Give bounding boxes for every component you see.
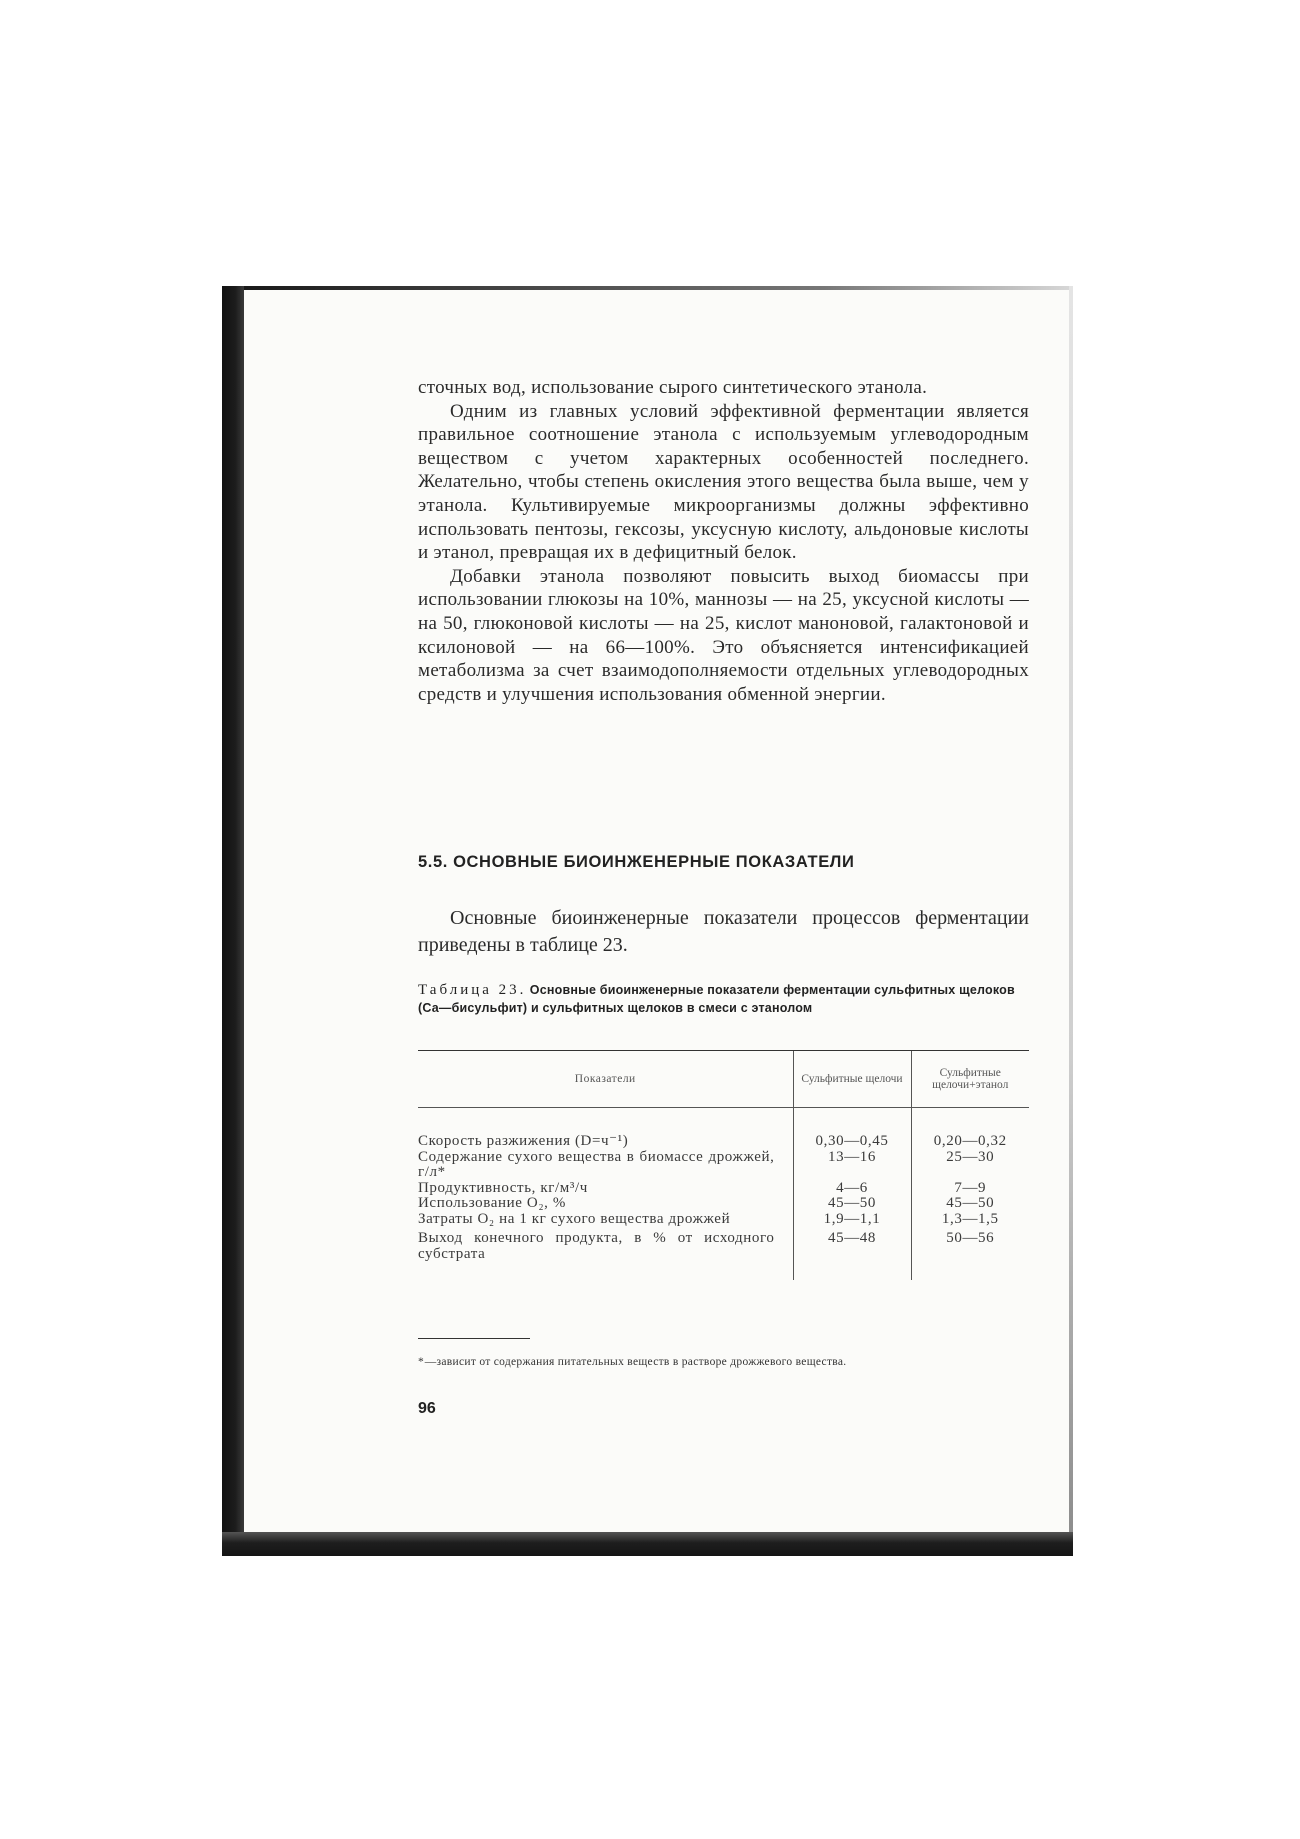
table-cell-value: 45—50: [793, 1196, 911, 1212]
table-header-row: [418, 1051, 1029, 1108]
table-cell-value: 50—56: [911, 1227, 1029, 1262]
table-cell-indicator: Использование O₂, %: [418, 1195, 566, 1211]
table-cell-value: 1,3—1,5: [911, 1212, 1029, 1228]
table-row: [418, 1212, 1029, 1228]
footnote-text: —зависит от содержания питательных веществ в растворе дрожжевого вещества.: [424, 1356, 847, 1368]
indicators-table: [418, 1050, 1029, 1280]
scan-edge-right: [1069, 286, 1073, 1556]
table-cell-indicator: Продуктивность, кг/м³/ч: [418, 1179, 588, 1196]
table-cell-value: 0,20—0,32: [911, 1134, 1029, 1150]
table-cell-value: 1,9—1,1: [793, 1212, 911, 1228]
paragraph-continuation: сточных вод, использование сырого синтетического этанола.: [418, 377, 928, 398]
table-cell-indicator: Затраты O₂ на 1 кг сухого вещества дрожжей: [418, 1210, 731, 1227]
column-header-sulfite-liquors-ethanol: Сульфитные щелочи+этанол: [911, 1051, 1029, 1108]
table-cell-value: 4—6: [793, 1181, 911, 1197]
table-cell-value: 13—16: [793, 1150, 911, 1181]
table-cell-value: 45—48: [793, 1227, 911, 1262]
column-header-indicators: Показатели: [418, 1051, 793, 1108]
intro-paragraph: [418, 905, 1029, 959]
table-cell-value: 25—30: [911, 1150, 1029, 1181]
scan-edge-left: [222, 286, 244, 1556]
section-heading: 5.5. ОСНОВНЫЕ БИОИНЖЕНЕРНЫЕ ПОКАЗАТЕЛИ: [418, 853, 855, 871]
paragraph-ethanol-additives: Добавки этанола позволяют повысить выход биомассы при использовании глюкозы на 10%, маннозы — на 25, уксусной кислоты — на 50, глюконовой кислоты — на 25, кислот маноновой, галактоновой и ксилоновой — на 66—100%. Это объясняется интенсификацией метаболизма за счет взаимодополняемости отдельных углеводородных средств и улучшения использования обменной энергии.: [418, 565, 1029, 705]
table-row: [418, 1227, 1029, 1262]
column-header-sulfite-liquors: Сульфитные щелочи: [793, 1051, 911, 1108]
scan-edge-top: [244, 286, 1073, 290]
page-number: 96: [418, 1400, 436, 1417]
table-caption: [418, 981, 1029, 1017]
table-row: [418, 1134, 1029, 1150]
table-caption-label: Таблица 23.: [418, 982, 527, 998]
table-cell-indicator: Скорость разжижения (D=ч⁻¹): [418, 1133, 629, 1149]
table-cell-indicator: Выход конечного продукта, в % от исходного субстрата: [418, 1230, 775, 1262]
body-text: [418, 376, 1029, 706]
table-cell-indicator: Содержание сухого вещества в биомассе дрожжей, г/л*: [418, 1148, 775, 1180]
table-row: [418, 1150, 1029, 1181]
table-caption-title: Основные биоинженерные показатели ферментации сульфитных щелоков (Са—бисульфит) и сульфитных щелоков в смеси с этанолом: [418, 983, 1015, 1015]
table-cell-value: 0,30—0,45: [793, 1134, 911, 1150]
intro-text: Основные биоинженерные показатели процессов ферментации приведены в таблице 23.: [418, 907, 1029, 956]
footnote-divider: [418, 1338, 530, 1339]
table-cell-value: 7—9: [911, 1181, 1029, 1197]
table-row: [418, 1196, 1029, 1212]
table-row: [418, 1181, 1029, 1197]
paragraph-fermentation-conditions: Одним из главных условий эффективной ферментации является правильное соотношение этанола с используемым углеводородным веществом с учетом характерных особенностей последнего. Желательно, чтобы степень окисления этого вещества была выше, чем у этанола. Культивируемые микроорганизмы должны эффективно использовать пентозы, гексозы, уксусную кислоту, альдоновые кислоты и этанол, превращая их в дефицитный белок.: [418, 400, 1029, 564]
scan-edge-bottom: [222, 1532, 1073, 1556]
footnote-mark: *: [418, 1356, 425, 1368]
footnote: [418, 1355, 1029, 1369]
table-cell-value: 45—50: [911, 1196, 1029, 1212]
